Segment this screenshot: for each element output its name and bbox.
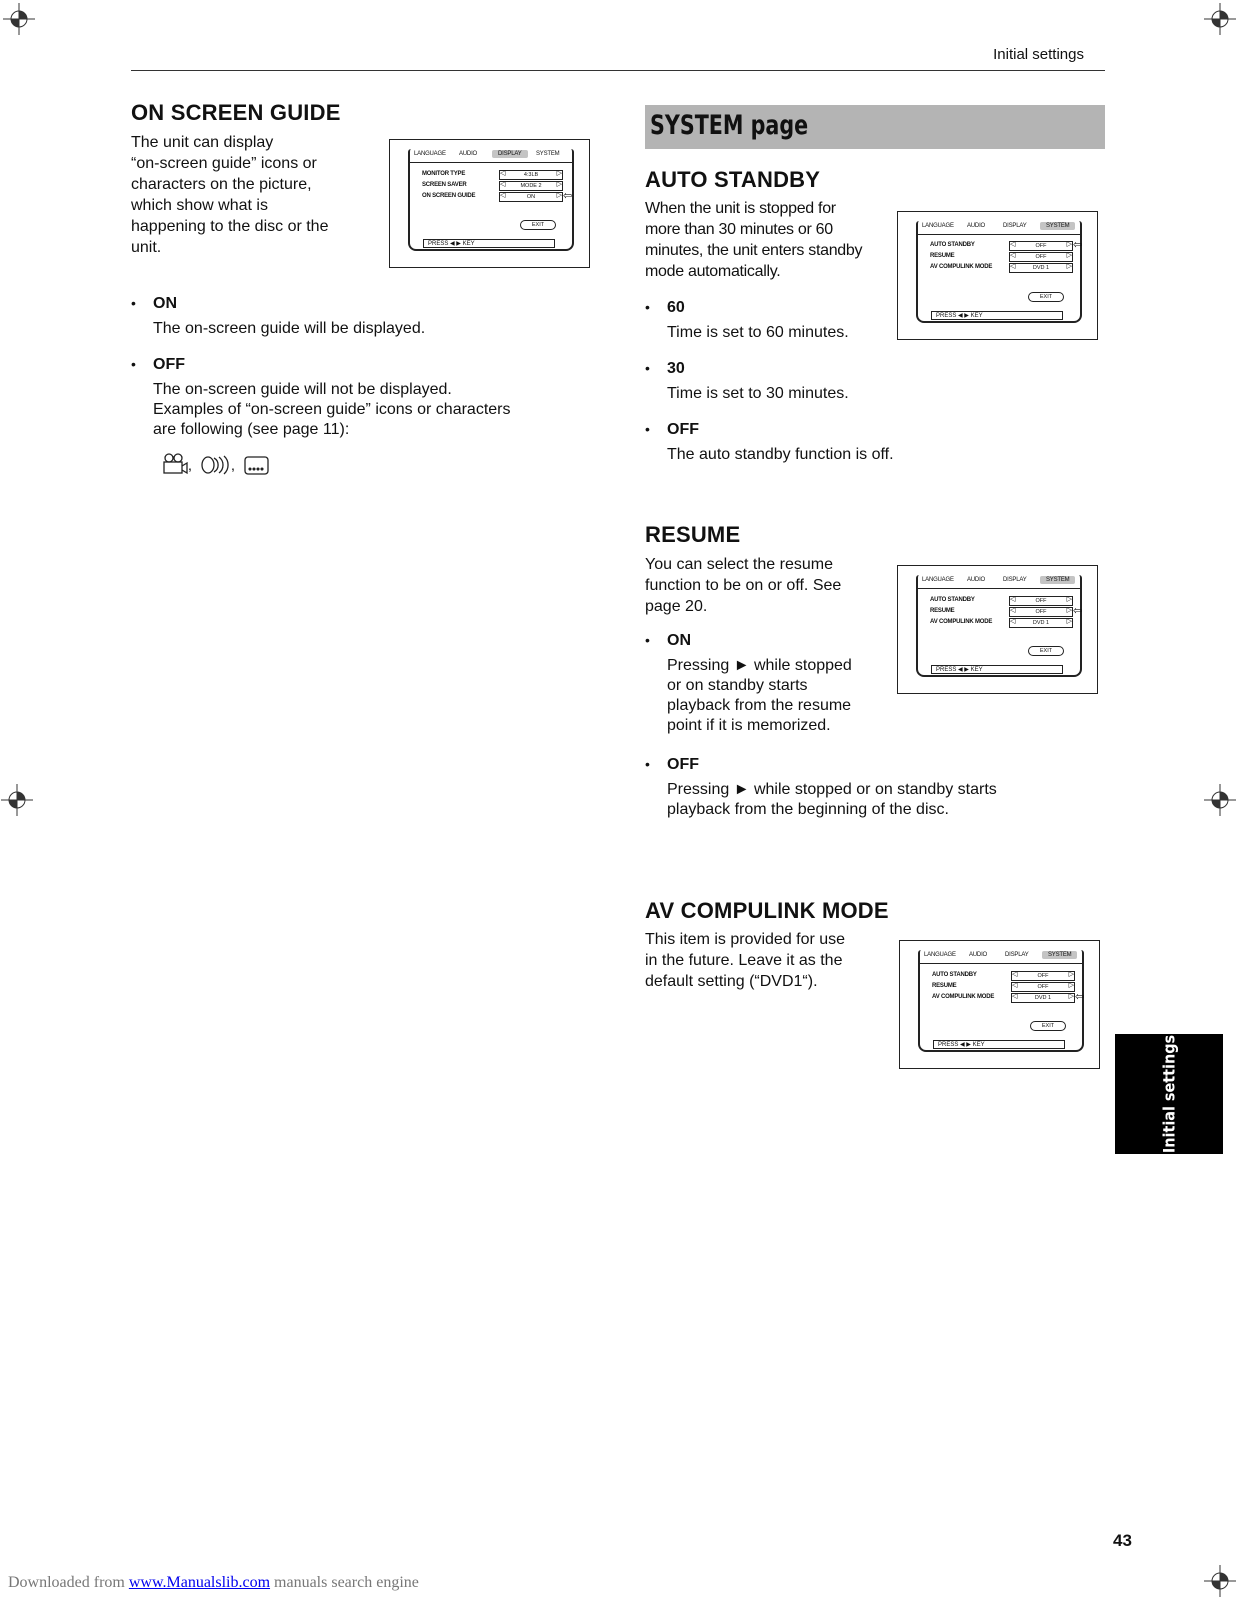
registration-mark-mid-right <box>1203 783 1237 817</box>
bullet-on-screen-guide-off: • OFF The on-screen guide will not be displayed. Examples of “on-screen guide” icons or characters are following (see page 11): <box>131 356 511 438</box>
download-footer: Downloaded from www.Manualslib.com manuals search engine <box>8 1574 419 1591</box>
running-header: Initial settings <box>993 46 1084 63</box>
registration-mark-top-left <box>2 2 36 36</box>
audio-icon <box>202 456 228 474</box>
bullet-resume-off: • OFF Pressing ► while stopped or on standby starts playback from the beginning of the disc. <box>645 756 997 818</box>
header-rule <box>131 70 1105 71</box>
auto-standby-heading: AUTO STANDBY <box>645 167 821 192</box>
resume-heading: RESUME <box>645 522 741 547</box>
svg-text:,: , <box>231 457 235 473</box>
on-screen-guide-example-icons <box>161 452 281 485</box>
osd-system-page-resume: LANGUAGE AUDIO DISPLAY SYSTEM AUTO STANDBY ◁ OFF ▷ RESUME ◁ OFF ▷ AV COMPULINK MODE ◁ DVD 1 ▷ ⇦ EXIT PRESS ◀ ▶ KEY <box>897 565 1098 694</box>
registration-mark-top-right <box>1203 2 1237 36</box>
osd-display-page: LANGUAGE AUDIO DISPLAY SYSTEM MONITOR TYPE ◁ 4:3LB ▷ SCREEN SAVER ◁ MODE 2 ▷ ON SCREEN GUIDE ◁ ON ▷ ⇦ EXIT PRESS ◀ ▶ KEY <box>389 139 590 268</box>
page-number: 43 <box>1113 1531 1132 1550</box>
av-compulink-intro: This item is provided for use in the future. Leave it as the default setting (“DVD1“). <box>645 931 846 990</box>
osd-system-page-auto-standby: LANGUAGE AUDIO DISPLAY SYSTEM AUTO STANDBY ◁ OFF ▷ RESUME ◁ OFF ▷ AV COMPULINK MODE ◁ DVD 1 ▷ ⇦ EXIT PRESS ◀ ▶ KEY <box>897 211 1098 340</box>
bullet-auto-standby-30: • 30 Time is set to 30 minutes. <box>645 360 849 402</box>
bullet-auto-standby-60: • 60 Time is set to 60 minutes. <box>645 299 849 341</box>
auto-standby-intro: When the unit is stopped for more than 30 minutes or 60 minutes, the unit enters standby mode automatically. <box>645 200 863 280</box>
bullet-resume-on: • ON Pressing ► while stopped or on standby starts playback from the resume point if it is memorized. <box>645 632 852 734</box>
registration-mark-mid-left <box>0 783 34 817</box>
bullet-on-screen-guide-on: • ON The on-screen guide will be displayed. <box>131 295 426 337</box>
osd-system-page-av-compulink: LANGUAGE AUDIO DISPLAY SYSTEM AUTO STANDBY ◁ OFF ▷ RESUME ◁ OFF ▷ AV COMPULINK MODE ◁ DVD 1 ▷ ⇦ EXIT PRESS ◀ ▶ KEY <box>899 940 1100 1069</box>
camera-icon <box>164 454 187 473</box>
on-screen-guide-intro: The unit can display “on-screen guide” icons or characters on the picture, which show what is happening to the disc or the unit. <box>131 134 329 256</box>
subtitle-icon <box>245 457 268 474</box>
resume-intro: You can select the resume function to be on or off. See page 20. <box>645 556 842 615</box>
av-compulink-heading: AV COMPULINK MODE <box>645 898 889 923</box>
manualslib-link[interactable]: www.Manualslib.com <box>128 1574 271 1591</box>
on-screen-guide-heading: ON SCREEN GUIDE <box>131 100 341 125</box>
side-tab-initial-settings: Initial settings <box>1115 1034 1223 1154</box>
svg-text:,: , <box>188 457 192 473</box>
registration-mark-bottom-right <box>1203 1564 1237 1598</box>
system-page-banner: SYSTEM page <box>645 105 1105 149</box>
bullet-auto-standby-off: • OFF The auto standby function is off. <box>645 421 894 463</box>
